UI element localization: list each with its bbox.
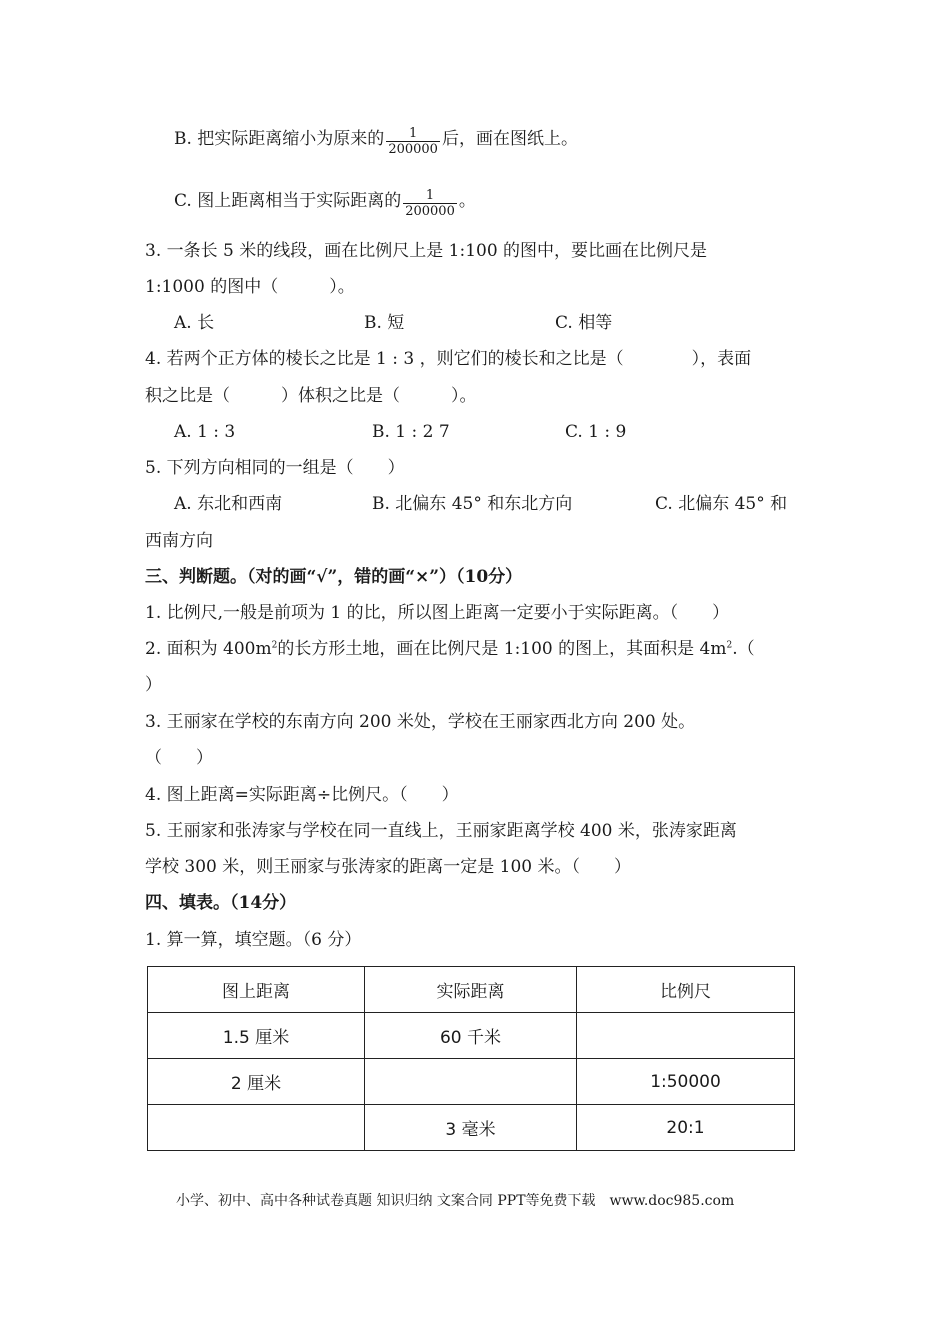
q2-option-c: C. 图上距离相当于实际距离的 $\frac{1}{200000}$ 。 xyxy=(174,188,476,219)
table-header-actual-distance: 实际距离 xyxy=(365,967,577,1013)
table-header-map-distance: 图上距离 xyxy=(148,967,365,1013)
q5-option-c: C. 北偏东 45° 和 xyxy=(655,494,788,514)
section3-item2-continued: ） xyxy=(145,675,162,695)
section3-item5-line2: 学校 300 米，则王丽家与张涛家的距离一定是 100 米。（ ） xyxy=(145,857,632,877)
section3-item2: 2. 面积为 $400m^2$的长方形土地，画在比例尺是 1:100 的图上，其面积是 $4m^2$.（ xyxy=(145,639,755,659)
q3-line1: 3. 一条长 5 米的线段，画在比例尺上是 1:100 的图中，要比画在比例尺是 xyxy=(145,241,708,261)
q4-option-a: A. 1 : 3 xyxy=(174,422,236,442)
q3-option-a: A. 长 xyxy=(174,313,215,333)
section3-heading: 三、判断题。（对的画“√”，错的画“×”）（10分） xyxy=(145,567,523,587)
table-cell: 1.5 厘米 xyxy=(148,1013,365,1059)
scale-table xyxy=(147,966,795,1151)
q2-option-b-fraction: $\frac{1}{200000}$ xyxy=(388,126,438,157)
section3-item4: 4. 图上距离=实际距离÷比例尺。（ ） xyxy=(145,785,459,805)
q3-option-c: C. 相等 xyxy=(555,313,613,333)
table-cell: 2 厘米 xyxy=(148,1059,365,1105)
table-row xyxy=(148,1105,795,1151)
q5-option-b: B. 北偏东 45° 和东北方向 xyxy=(372,494,573,514)
table-cell: 1:50000 xyxy=(577,1059,795,1105)
q2-option-b: B. 把实际距离缩小为原来的 $\frac{1}{200000}$ 后，画在图纸上。 xyxy=(174,126,578,157)
table-row xyxy=(148,1013,795,1059)
q4-option-b: B. 1 : 2 7 xyxy=(372,422,450,442)
table-cell: 3 毫米 xyxy=(365,1105,577,1151)
table-cell: 20:1 xyxy=(577,1105,795,1151)
table-cell xyxy=(577,1013,795,1059)
q4-option-c: C. 1 : 9 xyxy=(565,422,627,442)
section3-item3-continued: （ ） xyxy=(145,748,213,768)
table-cell: 60 千米 xyxy=(365,1013,577,1059)
section4-heading: 四、填表。（14分） xyxy=(145,893,297,913)
q5-option-c-continued: 西南方向 xyxy=(145,531,213,551)
section4-sub1: 1. 算一算，填空题。（6 分） xyxy=(145,930,362,950)
q5-option-a: A. 东北和西南 xyxy=(174,494,283,514)
table-header-row xyxy=(148,967,795,1013)
q2-option-c-fraction: $\frac{1}{200000}$ xyxy=(405,188,455,219)
q3-option-b: B. 短 xyxy=(364,313,405,333)
section3-item3: 3. 王丽家在学校的东南方向 200 米处，学校在王丽家西北方向 200 处。 xyxy=(145,712,696,732)
table-cell xyxy=(365,1059,577,1105)
q5-line1: 5. 下列方向相同的一组是（ ） xyxy=(145,458,405,478)
section3-item5-line1: 5. 王丽家和张涛家与学校在同一直线上，王丽家距离学校 400 米，张涛家距离 xyxy=(145,821,737,841)
q4-line1: 4. 若两个正方体的棱长之比是 1 : 3 ，则它们的棱长和之比是（ ），表面 xyxy=(145,349,752,369)
table-row xyxy=(148,1059,795,1105)
q4-line2: 积之比是（ ）体积之比是（ ）。 xyxy=(145,386,477,406)
page-footer: 小学、初中、高中各种试卷真题 知识归纳 文案合同 PPT等免费下载 www.doc985.com xyxy=(176,1193,735,1209)
table-cell xyxy=(148,1105,365,1151)
q3-line2: 1:1000 的图中（ ）。 xyxy=(145,277,355,297)
table-header-scale: 比例尺 xyxy=(577,967,795,1013)
section3-item1: 1. 比例尺,一般是前项为 1 的比，所以图上距离一定要小于实际距离。（ ） xyxy=(145,603,730,623)
